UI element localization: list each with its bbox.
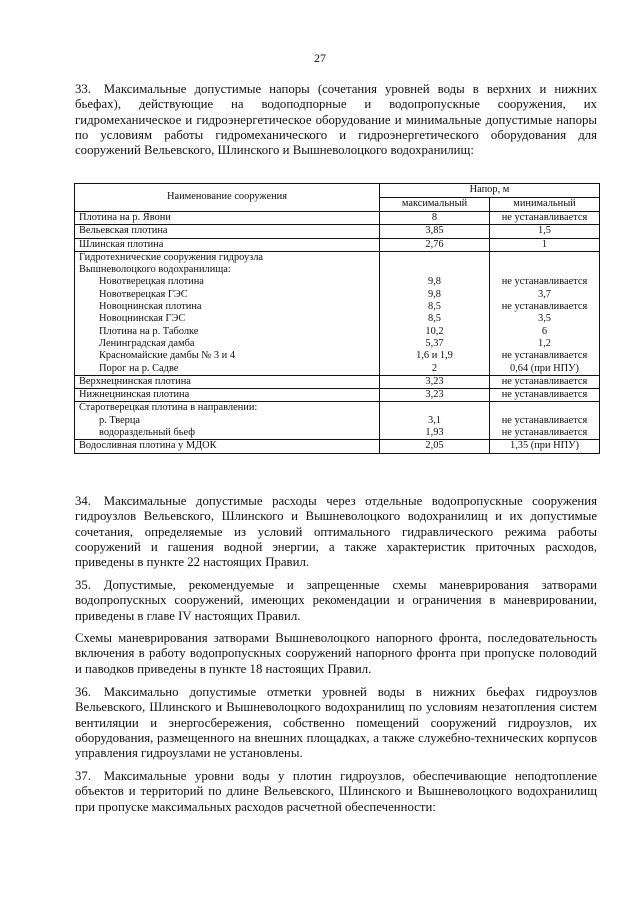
row-max: 2,76 bbox=[380, 238, 490, 251]
row-name: Новотверецкая ГЭС bbox=[75, 289, 380, 301]
row-min bbox=[490, 402, 600, 415]
row-name: Красномайские дамбы № 3 и 4 bbox=[75, 350, 380, 362]
table-row bbox=[75, 440, 600, 453]
row-min: не устанавливается bbox=[490, 301, 600, 313]
table-row bbox=[75, 402, 600, 415]
table-row bbox=[75, 276, 600, 288]
row-min: 3,5 bbox=[490, 313, 600, 325]
row-min: 1,5 bbox=[490, 225, 600, 238]
row-name: Плотина на р. Таболке bbox=[75, 326, 380, 338]
row-name: Новоцнинская плотина bbox=[75, 301, 380, 313]
row-min: не устанавливается bbox=[490, 350, 600, 362]
table-row bbox=[75, 427, 600, 440]
table-row bbox=[75, 264, 600, 276]
row-min: не устанавливается bbox=[490, 375, 600, 388]
paragraph-34: 34. Максимальные допустимые расходы через отдельные водопропускные сооружения гидроузлов Вельевского, Шлинского и Вышневолоцкого водохранилищ и их допустимые сочетания, определяемые из условий оптимального гидравлического режима работы сооружений и гашения водной энергии, а также характеристик приточных расходов, приведены в пункте 22 настоящих Правил. bbox=[75, 494, 597, 570]
header-head-group: Напор, м bbox=[380, 184, 600, 198]
table-row bbox=[75, 251, 600, 264]
row-max bbox=[380, 251, 490, 264]
row-name: Новотверецкая плотина bbox=[75, 276, 380, 288]
row-max: 8,5 bbox=[380, 301, 490, 313]
row-min bbox=[490, 251, 600, 264]
row-max: 5,37 bbox=[380, 338, 490, 350]
row-name: Вышневолоцкого водохранилища: bbox=[75, 264, 380, 276]
table-row bbox=[75, 212, 600, 225]
row-name: водораздельный бьеф bbox=[75, 427, 380, 440]
table-row bbox=[75, 350, 600, 362]
table-row bbox=[75, 415, 600, 427]
row-max: 3,23 bbox=[380, 389, 490, 402]
row-min: не устанавливается bbox=[490, 212, 600, 225]
header-min: минимальный bbox=[490, 198, 600, 212]
row-min: 1,35 (при НПУ) bbox=[490, 440, 600, 453]
row-max bbox=[380, 402, 490, 415]
row-max: 1,93 bbox=[380, 427, 490, 440]
row-max: 8 bbox=[380, 212, 490, 225]
table-header-row bbox=[75, 184, 600, 198]
row-name: Вельевская плотина bbox=[75, 225, 380, 238]
table-row bbox=[75, 338, 600, 350]
row-max: 3,23 bbox=[380, 375, 490, 388]
row-name: Новоцнинская ГЭС bbox=[75, 313, 380, 325]
row-name: Шлинская плотина bbox=[75, 238, 380, 251]
paragraph-35-continuation: Схемы маневрирования затворами Вышневолоцкого напорного фронта, последовательность включения в работу водопропускных сооружений напорного фронта при пропуске половодий и паводков приведены в пункте 18 настоящих Правил. bbox=[75, 631, 597, 676]
header-max: максимальный bbox=[380, 198, 490, 212]
row-min: 3,7 bbox=[490, 289, 600, 301]
row-max bbox=[380, 264, 490, 276]
row-name: Водосливная плотина у МДОК bbox=[75, 440, 380, 453]
table-row bbox=[75, 313, 600, 325]
row-max: 3,1 bbox=[380, 415, 490, 427]
row-min: не устанавливается bbox=[490, 427, 600, 440]
table-row bbox=[75, 225, 600, 238]
row-name: Старотверецкая плотина в направлении: bbox=[75, 402, 380, 415]
table-row bbox=[75, 301, 600, 313]
paragraph-33: 33. Максимальные допустимые напоры (сочетания уровней воды в верхних и нижних бьефах), действующие на водоподпорные и водопропускные сооружения, их гидромеханическое и гидроэнергетическое оборудование и минимальные допустимые напоры по условиям работы гидромеханического и гидроэнергетического оборудования для сооружений Вельевского, Шлинского и Вышневолоцкого водохранилищ: bbox=[75, 82, 597, 158]
row-name: р. Тверца bbox=[75, 415, 380, 427]
heads-table bbox=[74, 183, 600, 454]
table-row bbox=[75, 375, 600, 388]
row-name: Нижнецнинская плотина bbox=[75, 389, 380, 402]
row-max: 8,5 bbox=[380, 313, 490, 325]
row-min: 1,2 bbox=[490, 338, 600, 350]
row-max: 9,8 bbox=[380, 289, 490, 301]
header-structure-name: Наименование сооружения bbox=[75, 184, 380, 212]
row-min: 0,64 (при НПУ) bbox=[490, 363, 600, 376]
row-name: Верхнецнинская плотина bbox=[75, 375, 380, 388]
row-max: 2 bbox=[380, 363, 490, 376]
paragraph-36: 36. Максимально допустимые отметки уровней воды в нижних бьефах гидроузлов Вельевского, Шлинского и Вышневолоцкого водохранилищ по условиям незатопления систем вентиляции и энергосбережения, собственно помещений сооружений гидроузлов, их оборудования, размещенного на внешних площадках, а также служебно-технических корпусов управления гидроузлами не установлены. bbox=[75, 685, 597, 761]
row-min: не устанавливается bbox=[490, 389, 600, 402]
table-row bbox=[75, 238, 600, 251]
row-name: Плотина на р. Явони bbox=[75, 212, 380, 225]
row-min: 6 bbox=[490, 326, 600, 338]
row-name: Ленинградская дамба bbox=[75, 338, 380, 350]
table-row bbox=[75, 363, 600, 376]
table-row bbox=[75, 289, 600, 301]
row-name: Порог на р. Садве bbox=[75, 363, 380, 376]
row-max: 9,8 bbox=[380, 276, 490, 288]
row-min bbox=[490, 264, 600, 276]
table-row bbox=[75, 326, 600, 338]
row-min: не устанавливается bbox=[490, 276, 600, 288]
row-min: 1 bbox=[490, 238, 600, 251]
row-max: 2,05 bbox=[380, 440, 490, 453]
row-max: 10,2 bbox=[380, 326, 490, 338]
row-max: 1,6 и 1,9 bbox=[380, 350, 490, 362]
row-min: не устанавливается bbox=[490, 415, 600, 427]
page-number: 27 bbox=[314, 51, 326, 65]
paragraph-37: 37. Максимальные уровни воды у плотин гидроузлов, обеспечивающие неподтопление объектов и территорий по длине Вельевского, Шлинского и Вышневолоцкого водохранилищ при пропуске максимальных расходов расчетной обеспеченности: bbox=[75, 769, 597, 814]
table-row bbox=[75, 389, 600, 402]
paragraph-35: 35. Допустимые, рекомендуемые и запрещенные схемы маневрирования затворами водопропускных сооружений, имеющих рекомендации и ограничения в маневрировании, приведены в главе IV настоящих Правил. bbox=[75, 578, 597, 623]
row-max: 3,85 bbox=[380, 225, 490, 238]
row-name: Гидротехнические сооружения гидроузла bbox=[75, 251, 380, 264]
